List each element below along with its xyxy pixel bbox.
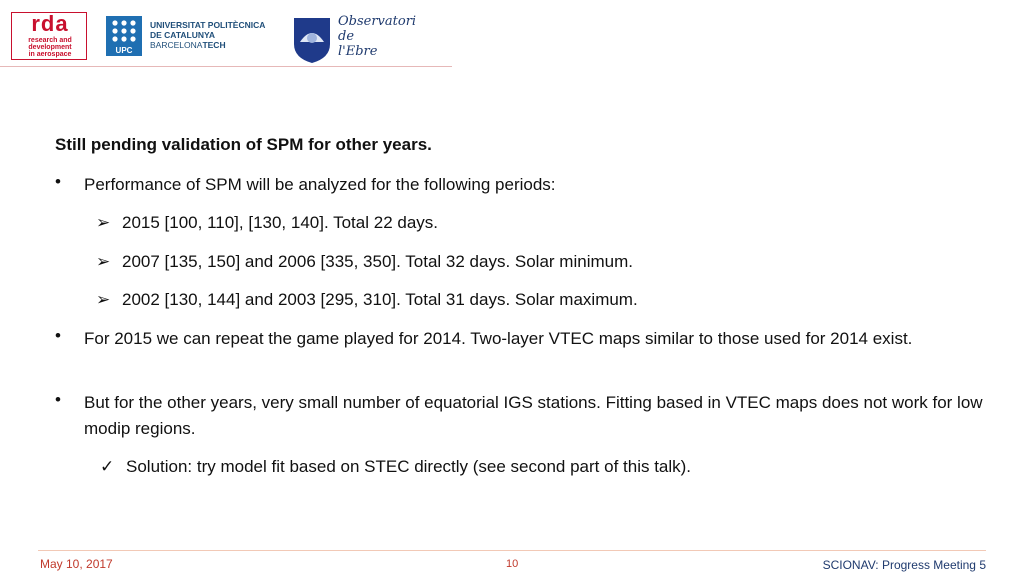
- footer-title: SCIONAV: Progress Meeting 5: [822, 558, 986, 572]
- observatori-logo-text: Observatori de l'Ebre: [338, 14, 417, 59]
- arrow-bullet-icon: ➢: [96, 252, 111, 271]
- period-text: 2015 [100, 110], [130, 140]. Total 22 days.: [122, 213, 439, 232]
- rda-logo-text: research and development in aerospace: [28, 37, 72, 58]
- slide-number: 10: [506, 558, 519, 570]
- period-item: [96, 287, 638, 313]
- period-item: [96, 249, 633, 275]
- period-item: [96, 210, 438, 236]
- svg-text:UPC: UPC: [115, 46, 133, 55]
- bullet-marker: •: [55, 390, 61, 409]
- arrow-bullet-icon: ➢: [96, 290, 111, 309]
- checkmark-icon: ✓: [100, 457, 115, 476]
- bullet-text: But for the other years, very small number of equatorial IGS stations. Fitting based in VTEC maps does not work for low modip regions.: [84, 393, 983, 438]
- slide-heading: Still pending validation of SPM for other years.: [55, 135, 432, 154]
- solution-text: Solution: try model fit based on STEC directly (see second part of this talk).: [126, 457, 692, 476]
- footer-divider: [38, 550, 986, 551]
- footer-date: May 10, 2017: [40, 557, 113, 571]
- arrow-bullet-icon: ➢: [96, 213, 111, 232]
- bullet-marker: •: [55, 326, 61, 345]
- solution-item: [100, 454, 691, 480]
- period-text: 2002 [130, 144] and 2003 [295, 310]. Total 31 days. Solar maximum.: [122, 290, 638, 309]
- period-text: 2007 [135, 150] and 2006 [335, 350]. Total 32 days. Solar minimum.: [122, 252, 633, 271]
- bullet-text: Performance of SPM will be analyzed for the following periods:: [84, 175, 556, 194]
- upc-logo-text: UNIVERSITAT POLITÈCNICA DE CATALUNYA BARCELONATECH: [150, 20, 266, 50]
- rda-logo-mark: rda: [31, 11, 69, 36]
- bullet-text: For 2015 we can repeat the game played for 2014. Two-layer VTEC maps similar to those used for 2014 exist.: [84, 329, 913, 348]
- bullet-marker: •: [55, 172, 61, 191]
